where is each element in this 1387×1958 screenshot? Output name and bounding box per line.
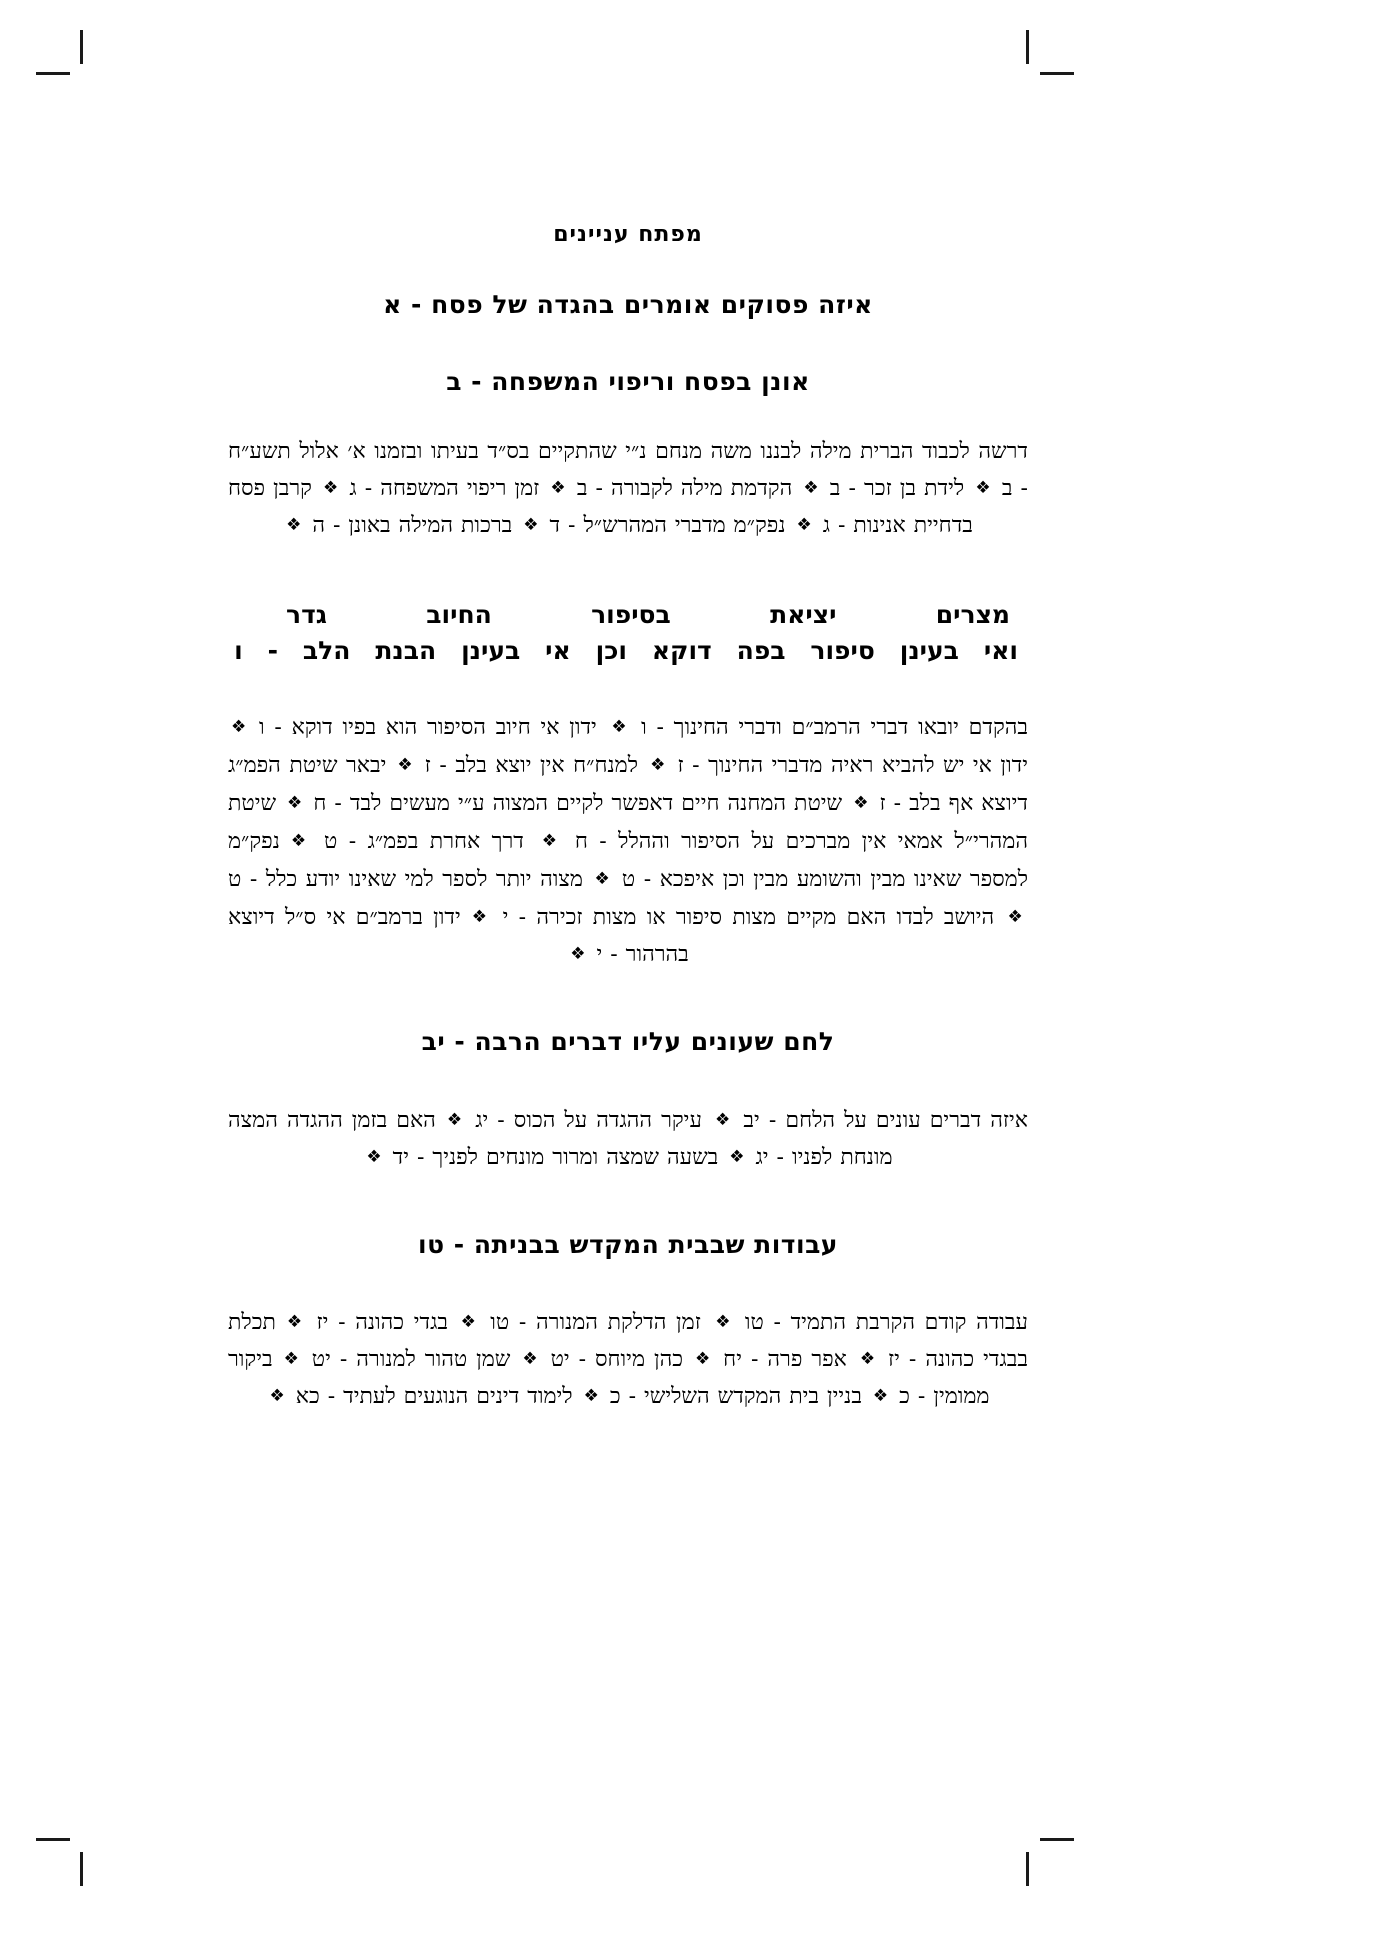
heading-word: יציאת [770,599,837,629]
heading-word: - [267,636,278,666]
heading-word: הבנת [375,636,437,666]
page-title: מפתח עניינים [553,222,703,247]
separator-icon: ❖ [366,1146,382,1167]
section-heading-2: אונן בפסח וריפוי המשפחה - ב [446,366,810,396]
separator-icon: ❖ [446,1109,464,1130]
heading-word: החיוב [426,599,492,629]
separator-icon: ❖ [523,514,539,535]
separator-icon: ❖ [286,514,302,535]
heading-word: הלב [302,636,351,666]
crop-mark-bottom-right-vertical [1026,1852,1029,1886]
separator-icon: ❖ [858,1349,877,1370]
heading-word: ואי [983,636,1018,666]
crop-mark-bottom-right-horizontal [1040,1838,1074,1841]
separator-icon: ❖ [713,1109,732,1130]
separator-icon: ❖ [522,1349,539,1370]
separator-icon: ❖ [729,1146,745,1167]
heading-word: סיפור [810,636,875,666]
separator-icon: ❖ [570,944,586,965]
heading-word: דוקא [651,636,712,666]
separator-icon: ❖ [609,717,629,738]
section-heading-4: לחם שעונים עליו דברים הרבה - יב [421,1027,835,1057]
separator-icon: ❖ [322,477,339,498]
separator-icon: ❖ [593,868,611,889]
heading-word: ו [234,636,243,666]
document-content [228,222,1028,1416]
separator-icon: ❖ [460,1312,478,1333]
heading-word: בעינן [899,636,959,666]
separator-icon: ❖ [872,1385,889,1406]
separator-icon: ❖ [538,830,561,851]
heading-word: גדר [286,599,327,629]
spacer [228,545,1028,597]
separator-icon: ❖ [583,1385,599,1406]
crop-mark-top-left-vertical [80,30,83,64]
spacer [228,1177,1028,1229]
separator-icon: ❖ [853,793,869,814]
separator-icon: ❖ [471,906,490,927]
section-paragraph-3: איזה דברים עונים על הלחם - יב ❖ עיקר ההגדה על הכוס - יג ❖ האם בזמן ההגדה המצה מונחת לפניו - יג ❖ בשעה שמצה ומרור מונחים לפניך - יד ❖ [228,1107,1029,1170]
separator-icon: ❖ [287,793,303,814]
separator-icon: ❖ [290,830,310,851]
crop-mark-bottom-left-horizontal [36,1838,70,1841]
crop-mark-top-left-horizontal [36,72,70,75]
spacer [228,974,1028,1026]
separator-icon: ❖ [694,1349,712,1370]
separator-icon: ❖ [283,1349,300,1370]
section-heading-3-line-1 [228,597,1028,633]
crop-mark-bottom-left-vertical [80,1852,83,1886]
spacer [228,669,1028,709]
separator-icon: ❖ [397,755,414,776]
section-heading-3-line-2 [228,633,1028,669]
section-paragraph-4: עבודה קודם הקרבת התמיד - טו ❖ זמן הדלקת המנורה - טו ❖ בגדי כהונה - יז ❖ תכלת בבגדי כהונה - יז ❖ אפר פרה - יח ❖ כהן מיוחס - יט ❖ שמן טהור למנורה - יט ❖ ביקור ממומין - כ ❖ בניין בית המקדש השלישי - כ ❖ לימוד דינים הנוגעים לעתיד - כא ❖ [228,1310,1028,1409]
section-heading-3 [228,597,1028,670]
separator-icon: ❖ [803,477,819,498]
heading-word: בעינן [461,636,521,666]
separator-icon: ❖ [1007,906,1025,927]
heading-word: וכן [595,636,627,666]
separator-icon: ❖ [269,1385,285,1406]
section-heading-5: עבודות שבבית המקדש בבניתה - טו [418,1229,838,1259]
section-paragraph-2: בהקדם יובאו דברי הרמב״ם ודברי החינוך - ו ❖ ידון אי חיוב הסיפור הוא בפיו דוקא - ו ❖ ידון אי יש להביא ראיה מדברי החינוך - ז ❖ למנח״ח אין יוצא בלב - ז ❖ יבאר שיטת הפמ״ג דיוצא אף בלב - ז ❖ שיטת המחנה חיים דאפשר לקיים המצוה ע״י מעשים לבד - ח ❖ שיטת המהרי״ל אמאי אין מברכים על הסיפור וההלל - ח ❖ דרך אחרת בפמ״ג - ט ❖ נפק״מ למספר שאינו מבין והשומע מבין וכן איפכא - ט ❖ מצוה יותר לספר למי שאינו יודע כלל - ט ❖ היושב לבדו האם מקיים מצות סיפור או מצות זכירה - י ❖ ידון ברמב״ם אי ס״ל דיוצא בהרהור - י ❖ [228,715,1029,968]
separator-icon: ❖ [649,755,666,776]
separator-icon: ❖ [713,1312,733,1333]
separator-icon: ❖ [796,514,812,535]
crop-mark-top-right-vertical [1026,30,1029,64]
separator-icon: ❖ [550,477,566,498]
heading-word: מצרים [935,599,1010,629]
heading-word: אי [545,636,571,666]
section-heading-1: איזה פסוקים אומרים בהגדה של פסח - א [383,290,873,319]
separator-icon: ❖ [231,717,247,738]
crop-mark-top-right-horizontal [1040,72,1074,75]
heading-word: בפה [736,636,786,666]
section-paragraph-1: דרשה לכבוד הברית מילה לבננו משה מנחם נ״י שהתקיים בס״ד בעיתו ובזמנו א׳ אלול תשע״ח - ב ❖ לידת בן זכר - ב ❖ הקדמת מילה לקבורה - ב ❖ זמן ריפוי המשפחה - ג ❖ קרבן פסח בדחיית אנינות - ג ❖ נפק״מ מדברי המהרש״ל - ד ❖ ברכות המילה באונן - ה ❖ [228,439,1028,538]
heading-word: בסיפור [591,599,671,629]
separator-icon: ❖ [286,1312,304,1333]
separator-icon: ❖ [975,477,991,498]
